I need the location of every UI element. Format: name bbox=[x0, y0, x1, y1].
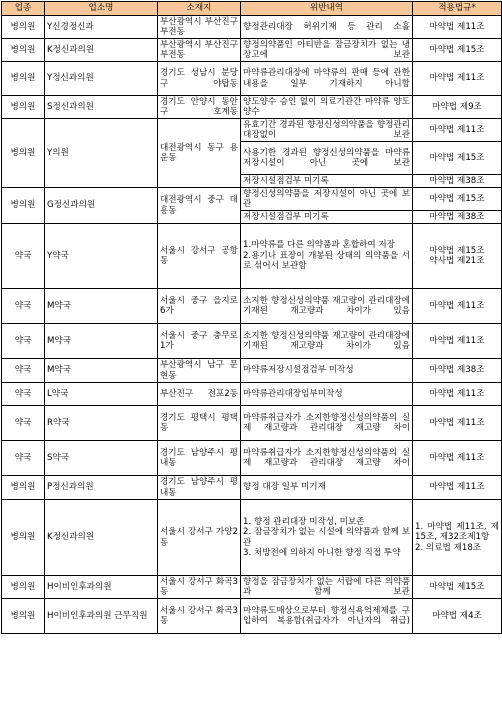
violation-cell: 향정의약품인 아티반을 잠금장치가 없는 냉장고에 보관 bbox=[241, 39, 413, 62]
table-row bbox=[2, 224, 502, 289]
law-cell: 마약법 제38조 bbox=[413, 359, 502, 383]
text-line: 1. 향정 관리대장 미작성, 미보존 bbox=[243, 516, 365, 527]
address-cell: 경기도 안양시 동안구 호계동 bbox=[158, 96, 241, 119]
violation-cell: 소지한 향정신성의약품 재고량이 관리대장에 기재된 재고량과 차이가 있음 bbox=[241, 289, 413, 324]
law-cell: 마약법 제11조 bbox=[413, 16, 502, 39]
violation-cell: 마약류취급자가 소지한향정신성의약품의 실제 재고량과 관리대장 재고량 차이 bbox=[241, 441, 413, 476]
violation-cell: 마약류취급자가 소지한향정신성의약품의 실제 재고량과 관리대장 재고량 차이 bbox=[241, 406, 413, 441]
law-cell: 마약법 제15조 bbox=[413, 39, 502, 62]
type-cell: 병의원 bbox=[2, 16, 45, 39]
violation-cell: 마약류관리대장임부미작성 bbox=[241, 383, 413, 406]
violation-cell: 마약류도매상으로부터 향정식욕억제제를 구입하여 복용함(취급자가 아닌자의 취급) bbox=[241, 599, 413, 634]
type-cell: 약국 bbox=[2, 224, 45, 289]
table-row bbox=[2, 289, 502, 324]
text-line: 3. 처방전에 의하지 아니한 향정 직접 투약 bbox=[243, 548, 401, 558]
violation-cell: 저장시설점검부 미기록 bbox=[241, 211, 413, 224]
address-cell: 부산광역시 남구 문현동 bbox=[158, 359, 241, 383]
table-row bbox=[2, 406, 502, 441]
name-cell: G정신과의원 bbox=[45, 188, 158, 224]
type-cell: 병의원 bbox=[2, 599, 45, 634]
address-cell: 대전광역시 동구 용운동 bbox=[158, 119, 241, 188]
name-cell: P정신과의원 bbox=[45, 476, 158, 500]
law-cell: 마약법 제11조 bbox=[413, 441, 502, 476]
header-name: 업소명 bbox=[45, 2, 158, 16]
address-cell: 부산진구 전포2동 bbox=[158, 383, 241, 406]
header-type: 업종 bbox=[2, 2, 45, 16]
violation-cell: 마약류관리대장에 마약류의 판매 등에 관한 내용을 일부 기재하지 아니함 bbox=[241, 62, 413, 96]
law-cell: 마약법 제11조 bbox=[413, 406, 502, 441]
law-cell: 마약법 제15조 bbox=[413, 142, 502, 175]
violation-cell: 양도양수 승인 없이 의료기관간 마약류 양도양수 bbox=[241, 96, 413, 119]
table-row bbox=[2, 576, 502, 599]
violation-cell: 유효기간 경과된 향정신성의약품을 향정관리대장없이 보관 bbox=[241, 119, 413, 142]
violation-cell bbox=[241, 224, 413, 289]
address-cell: 부산광역시 부산진구 부전동 bbox=[158, 39, 241, 62]
name-cell: S약국 bbox=[45, 441, 158, 476]
address-cell: 서울시 중구 충무로 1가 bbox=[158, 324, 241, 359]
violation-cell: 마약류저장시설점검부 미작성 bbox=[241, 359, 413, 383]
name-cell: H이비인후과의원 bbox=[45, 576, 158, 599]
header-law: 적용법규* bbox=[413, 2, 502, 16]
name-cell: M약국 bbox=[45, 289, 158, 324]
law-cell: 마약법 제11조 bbox=[413, 324, 502, 359]
address-cell: 서울시 강서구 화곡3동 bbox=[158, 576, 241, 599]
name-cell: Y약국 bbox=[45, 224, 158, 289]
table-row bbox=[2, 188, 502, 211]
address-cell: 서울시 강서구 가양2동 bbox=[158, 500, 241, 576]
violation-cell: 소지한 향정신성의약품 재고량이 관리대장에 기재된 재고량과 차이가 있음 bbox=[241, 324, 413, 359]
type-cell: 약국 bbox=[2, 383, 45, 406]
name-cell: K정신과의원 bbox=[45, 500, 158, 576]
address-cell: 서울시 강서구 화곡3동 bbox=[158, 599, 241, 634]
address-cell: 서울시 중구 을지로 6가 bbox=[158, 289, 241, 324]
type-cell: 약국 bbox=[2, 406, 45, 441]
law-line bbox=[415, 522, 499, 554]
law-line bbox=[415, 246, 499, 267]
law-cell: 마약법 제11조 bbox=[413, 383, 502, 406]
text-line: 1. 마약법 제11조, 제15조, 제32조제1항 bbox=[415, 521, 499, 543]
law-cell: 마약법 제15조 bbox=[413, 188, 502, 211]
law-cell: 마약법 제11조 bbox=[413, 62, 502, 96]
table-row bbox=[2, 16, 502, 39]
name-cell: Y신경정신과 bbox=[45, 16, 158, 39]
law-cell bbox=[413, 224, 502, 289]
type-cell: 약국 bbox=[2, 289, 45, 324]
violation-cell: 향정관리대장 허위기재 등 관리 소홀 bbox=[241, 16, 413, 39]
violation-cell: 저장시설점검부 미기록 bbox=[241, 175, 413, 188]
name-cell: S정신과의원 bbox=[45, 96, 158, 119]
law-cell: 마약법 제11조 bbox=[413, 476, 502, 500]
table-row bbox=[2, 324, 502, 359]
table-row bbox=[2, 599, 502, 634]
address-cell: 경기도 평택시 평택동 bbox=[158, 406, 241, 441]
type-cell: 병의원 bbox=[2, 576, 45, 599]
type-cell: 약국 bbox=[2, 324, 45, 359]
type-cell: 병의원 bbox=[2, 39, 45, 62]
law-cell: 마약법 제38조 bbox=[413, 175, 502, 188]
text-line: 2. 의료법 제18조 bbox=[415, 542, 482, 553]
table-row bbox=[2, 476, 502, 500]
law-cell: 마약법 제11조 bbox=[413, 289, 502, 324]
text-line: 2.용기나 표장이 개봉된 상태의 의약품을 서로 섞어서 보관함 bbox=[243, 250, 410, 272]
law-cell: 마약법 제4조 bbox=[413, 599, 502, 634]
address-cell: 서울시 강서구 공항동 bbox=[158, 224, 241, 289]
table-row bbox=[2, 383, 502, 406]
table-row bbox=[2, 441, 502, 476]
header-row bbox=[2, 2, 502, 16]
name-cell: L약국 bbox=[45, 383, 158, 406]
text-line: 2. 잠금장치가 없는 시설에 의약품과 함께 보관 bbox=[243, 527, 410, 548]
law-cell: 마약법 제11조 bbox=[413, 119, 502, 142]
table-row bbox=[2, 96, 502, 119]
address-cell: 경기도 남양주시 평내동 bbox=[158, 441, 241, 476]
law-cell: 마약법 제38조 bbox=[413, 211, 502, 224]
law-cell: 마약법 제9조 bbox=[413, 96, 502, 119]
address-cell: 경기도 남양주시 평내동 bbox=[158, 476, 241, 500]
type-cell: 병의원 bbox=[2, 500, 45, 576]
type-cell: 병의원 bbox=[2, 188, 45, 224]
violation-cell bbox=[241, 500, 413, 576]
violation-cell: 사용기한 경과된 향정신성의약품을 마약류 저장시설이 아닌 곳에 보관 bbox=[241, 142, 413, 175]
violations-table bbox=[1, 1, 502, 634]
address-cell: 대전광역시 중구 대흥동 bbox=[158, 188, 241, 224]
type-cell: 병의원 bbox=[2, 476, 45, 500]
type-cell: 병의원 bbox=[2, 96, 45, 119]
text-line: 1.마약류를 다른 의약품과 혼합하여 저장 bbox=[243, 240, 395, 251]
table-row bbox=[2, 39, 502, 62]
law-cell bbox=[413, 500, 502, 576]
violation-line bbox=[243, 240, 410, 272]
text-line: 마약법 제15조 bbox=[429, 245, 485, 256]
name-cell: Y의원 bbox=[45, 119, 158, 188]
header-address: 소재지 bbox=[158, 2, 241, 16]
name-cell: K정신과의원 bbox=[45, 39, 158, 62]
table-row bbox=[2, 359, 502, 383]
violation-line bbox=[243, 517, 410, 559]
address-cell: 경기도 성남시 분당구 야탑동 bbox=[158, 62, 241, 96]
name-cell: M약국 bbox=[45, 359, 158, 383]
header-violation: 위반내역 bbox=[241, 2, 413, 16]
name-cell: M약국 bbox=[45, 324, 158, 359]
type-cell: 약국 bbox=[2, 441, 45, 476]
violation-cell: 향정 대장 일부 미기재 bbox=[241, 476, 413, 500]
text-line: 약사법 제21조 bbox=[429, 256, 485, 266]
table-row bbox=[2, 119, 502, 142]
law-cell: 마약법 제15조 bbox=[413, 576, 502, 599]
name-cell: R약국 bbox=[45, 406, 158, 441]
violation-cell: 향정을 잠금장치가 없는 서랍에 다른 의약품과 함께 보관 bbox=[241, 576, 413, 599]
type-cell: 병의원 bbox=[2, 119, 45, 188]
type-cell: 약국 bbox=[2, 359, 45, 383]
table-row bbox=[2, 62, 502, 96]
table-row bbox=[2, 500, 502, 576]
type-cell: 병의원 bbox=[2, 62, 45, 96]
name-cell: Y정신과의원 bbox=[45, 62, 158, 96]
name-cell: H이비인후과의원 근무직원 bbox=[45, 599, 158, 634]
violation-cell: 향정신성의약품을 저장시설이 아닌 곳에 보관 bbox=[241, 188, 413, 211]
address-cell: 부산광역시 부산진구 부전동 bbox=[158, 16, 241, 39]
